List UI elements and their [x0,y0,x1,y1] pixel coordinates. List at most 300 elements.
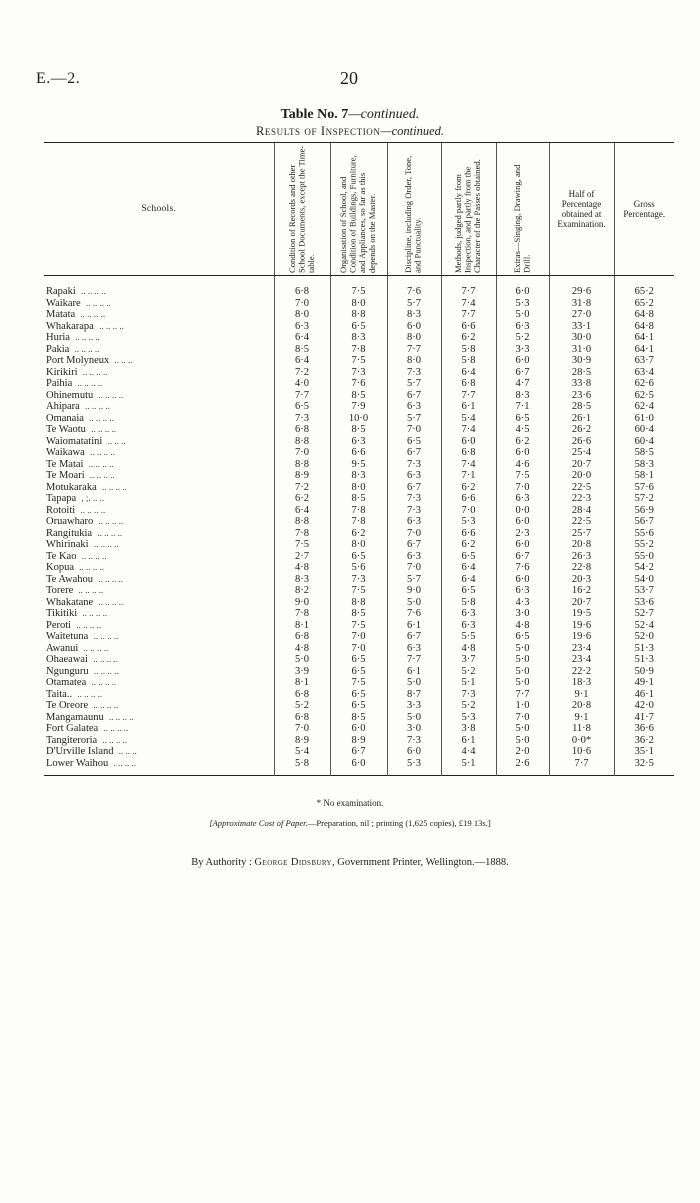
cell-extras: 8·3 [496,390,549,402]
cell-records: 7·3 [274,413,330,425]
leader-dots: .. .. .. .. [93,539,119,549]
cell-gross-percentage: 52·4 [614,620,674,632]
leader-dots: .. .. .. .. [98,389,124,400]
school-cell [44,459,274,471]
cell-half-percentage: 11·8 [549,723,614,735]
cell-gross-percentage: 64·8 [614,321,674,333]
cell-records: 6·4 [274,505,330,517]
leader-dots: .. .. .. .. [78,585,104,595]
cell-half-percentage: 19·6 [549,631,614,643]
cell-gross-percentage: 61·0 [614,413,674,425]
cell-extras: 0·0 [496,505,549,517]
cell-half-percentage: 19·5 [549,608,614,620]
school-name: Whakarapa [46,320,94,332]
cell-organisation: 7·3 [330,574,387,586]
table-row [44,401,674,413]
cell-extras: 6·3 [496,493,549,505]
cell-extras: 3·0 [496,608,549,620]
table-row [44,413,674,425]
cell-records: 6·8 [274,276,330,298]
cell-extras: 6·2 [496,436,549,448]
table-row [44,516,674,528]
cell-extras: 6·0 [496,447,549,459]
leader-dots: .. .. .. .. [81,550,107,561]
cell-extras: 5·0 [496,723,549,735]
cell-methods: 6·0 [441,436,496,448]
cell-records: 7·0 [274,723,330,735]
cell-discipline: 5·7 [387,298,441,310]
leader-dots: .. .. .. .. [93,654,118,664]
cell-organisation: 8·5 [330,390,387,402]
cell-organisation: 7·8 [330,516,387,528]
table-row [44,528,674,540]
leader-dots: .. .. .. .. [77,378,103,388]
column-header-half-percentage: Half of Percentage obtained at Examination. [549,143,614,276]
school-name: Te Matai [46,458,84,470]
cell-methods: 6·8 [441,447,496,459]
school-cell [44,505,274,517]
cell-extras: 6·0 [496,355,549,367]
cell-extras: 5·0 [496,677,549,689]
school-cell [44,723,274,735]
school-name: Peroti [46,619,72,631]
cell-gross-percentage: 62·4 [614,401,674,413]
cell-gross-percentage: 42·0 [614,700,674,712]
cell-discipline: 6·3 [387,401,441,413]
cell-gross-percentage: 51·3 [614,643,674,655]
table-row [44,539,674,551]
cell-extras: 5·0 [496,654,549,666]
cell-discipline: 6·7 [387,631,441,643]
cell-extras: 6·7 [496,551,549,563]
cell-extras: 5·2 [496,332,549,344]
cell-gross-percentage: 36·2 [614,735,674,747]
cell-organisation: 6·0 [330,758,387,776]
school-name: Otamatea [46,677,87,688]
cell-methods: 6·6 [441,321,496,333]
authority-prefix: By Authority : [191,857,252,868]
cell-half-percentage: 27·0 [549,309,614,321]
printer-name: George Didsbury [254,857,333,868]
school-name: Waikare [46,297,81,309]
cell-methods: 3·8 [441,723,496,735]
school-cell [44,677,274,689]
cell-gross-percentage: 65·2 [614,298,674,310]
table-row [44,643,674,655]
school-cell [44,735,274,747]
cell-records: 6·8 [274,631,330,643]
cell-discipline: 5·0 [387,712,441,724]
school-cell [44,631,274,643]
cell-methods: 5·2 [441,700,496,712]
cell-discipline: 6·7 [387,539,441,551]
school-cell [44,539,274,551]
cell-methods: 4·8 [441,643,496,655]
cell-gross-percentage: 58·1 [614,470,674,482]
cell-discipline: 7·0 [387,424,441,436]
cell-gross-percentage: 54·0 [614,574,674,586]
table-row [44,276,674,298]
cell-half-percentage: 26·2 [549,424,614,436]
cell-gross-percentage: 58·3 [614,459,674,471]
page-number: 20 [340,68,358,88]
school-cell [44,321,274,333]
table-row [44,493,674,505]
cell-half-percentage: 16·2 [549,585,614,597]
school-name: Tapapa [46,493,77,504]
cell-organisation: 6·5 [330,551,387,563]
table-row [44,436,674,448]
cell-methods: 5·2 [441,666,496,678]
cell-methods: 5·8 [441,597,496,609]
cell-gross-percentage: 64·1 [614,344,674,356]
cell-half-percentage: 26·1 [549,413,614,425]
cell-records: 6·3 [274,321,330,333]
school-name: Motukaraka [46,481,97,493]
cell-organisation: 6·5 [330,654,387,666]
cell-records: 4·0 [274,378,330,390]
cell-records: 3·9 [274,666,330,678]
cell-half-percentage: 25·4 [549,447,614,459]
cell-extras: 6·0 [496,516,549,528]
cell-discipline: 8·0 [387,332,441,344]
cell-gross-percentage: 51·3 [614,654,674,666]
cell-methods: 5·8 [441,344,496,356]
cell-organisation: 5·6 [330,562,387,574]
school-cell [44,355,274,367]
table-row [44,712,674,724]
cell-discipline: 5·0 [387,597,441,609]
leader-dots: .. .. .. .. [98,516,124,526]
cell-discipline: 7·3 [387,367,441,379]
school-name: Ohinemutu [46,389,94,401]
cell-half-percentage: 23·4 [549,643,614,655]
cell-records: 7·2 [274,482,330,494]
cell-records: 8·2 [274,585,330,597]
cell-organisation: 6·2 [330,528,387,540]
table-bottom-rule [44,776,674,777]
cell-organisation: 8·0 [330,298,387,310]
cell-records: 6·4 [274,355,330,367]
table-row [44,447,674,459]
cell-records: 6·8 [274,712,330,724]
cell-methods: 7·4 [441,298,496,310]
table-row [44,689,674,701]
table-title-main: Table No. 7 [280,107,349,122]
cost-note [0,818,700,828]
cell-records: 6·8 [274,424,330,436]
table-row [44,505,674,517]
cell-half-percentage: 22·5 [549,482,614,494]
cell-discipline: 7·3 [387,505,441,517]
school-name: Torere [46,585,74,596]
cell-organisation: 7·8 [330,505,387,517]
cell-extras: 5·0 [496,735,549,747]
cell-methods: 6·4 [441,367,496,379]
cell-gross-percentage: 52·7 [614,608,674,620]
cell-organisation: 8·0 [330,539,387,551]
cell-discipline: 5·3 [387,758,441,776]
school-cell [44,470,274,482]
cell-half-percentage: 28·4 [549,505,614,517]
table-row [44,677,674,689]
school-cell [44,562,274,574]
cell-organisation: 7·5 [330,355,387,367]
cell-discipline: 7·0 [387,528,441,540]
cell-extras: 4·5 [496,424,549,436]
school-name: Te Awahou [46,573,93,585]
school-name: Te Waotu [46,424,86,435]
cell-extras: 5·0 [496,666,549,678]
school-name: Rapaki [46,286,76,297]
school-name: D'Urville Island [46,746,114,757]
table-row [44,562,674,574]
cell-half-percentage: 20·7 [549,597,614,609]
school-name: Te Kao [46,550,77,562]
leader-dots: .. .. .. .. [97,527,123,538]
cell-methods: 5·3 [441,516,496,528]
school-cell [44,689,274,701]
cell-methods: 3·7 [441,654,496,666]
school-cell [44,482,274,494]
leader-dots: . .. .. .. [113,757,136,768]
table-row [44,585,674,597]
school-name: Whakatane [46,596,94,608]
cell-extras: 5·0 [496,309,549,321]
cell-gross-percentage: 49·1 [614,677,674,689]
cell-records: 2·7 [274,551,330,563]
cell-discipline: 6·0 [387,746,441,758]
table-body [44,276,674,776]
school-cell [44,298,274,310]
cell-gross-percentage: 56·9 [614,505,674,517]
table-title [0,107,700,123]
leader-dots: .. .. .. .. [80,309,106,319]
table-subtitle-main: Results of Inspection [255,124,381,138]
leader-dots: .. .. .. [107,435,126,446]
cell-organisation: 7·9 [330,401,387,413]
cell-half-percentage: 20·3 [549,574,614,586]
cell-organisation: 6·5 [330,666,387,678]
cell-half-percentage: 9·1 [549,712,614,724]
cell-organisation: 6·5 [330,321,387,333]
cell-gross-percentage: 53·7 [614,585,674,597]
school-name: Lower Waihou [46,757,109,769]
cell-gross-percentage: 64·8 [614,309,674,321]
cell-discipline: 7·6 [387,608,441,620]
school-cell [44,758,274,776]
table-row [44,321,674,333]
cell-records: 4·8 [274,643,330,655]
cell-extras: 6·3 [496,585,549,597]
school-cell [44,424,274,436]
cell-discipline: 6·0 [387,321,441,333]
cell-half-percentage: 31·0 [549,344,614,356]
cell-gross-percentage: 56·7 [614,516,674,528]
cell-gross-percentage: 36·6 [614,723,674,735]
school-cell [44,620,274,632]
cell-records: 6·5 [274,401,330,413]
leader-dots: .. .. .. .. [74,343,100,354]
school-name: Mangamaunu [46,711,104,723]
cell-gross-percentage: 64·1 [614,332,674,344]
school-name: Whirinaki [46,539,89,550]
cell-methods: 6·1 [441,735,496,747]
school-name: Port Molyneux [46,355,110,366]
leader-dots: .. .. .. .. [82,608,108,618]
cell-organisation: 7·0 [330,643,387,655]
leader-dots: .. .. .. .. [101,481,127,492]
cell-methods: 7·7 [441,390,496,402]
cell-extras: 7·7 [496,689,549,701]
table-row [44,424,674,436]
school-cell [44,712,274,724]
leader-dots: .. .. .. .. [109,711,134,722]
cell-half-percentage: 23·6 [549,390,614,402]
school-cell [44,516,274,528]
cell-methods: 6·3 [441,608,496,620]
cell-records: 7·8 [274,528,330,540]
cell-gross-percentage: 63·7 [614,355,674,367]
cell-organisation: 8·5 [330,493,387,505]
cell-gross-percentage: 60·4 [614,424,674,436]
cell-organisation: 8·5 [330,712,387,724]
cell-half-percentage: 25·7 [549,528,614,540]
cell-organisation: 7·8 [330,344,387,356]
cell-records: 7·8 [274,608,330,620]
cell-methods: 6·5 [441,551,496,563]
table-row [44,482,674,494]
cell-half-percentage: 20·8 [549,700,614,712]
school-cell [44,746,274,758]
school-cell [44,654,274,666]
leader-dots: .. .. .. .. [77,688,103,699]
cell-gross-percentage: 55·2 [614,539,674,551]
table-row [44,631,674,643]
school-name: Kopua [46,562,74,573]
cell-methods: 5·4 [441,413,496,425]
table-row [44,758,674,776]
table-row [44,344,674,356]
cell-organisation: 6·5 [330,700,387,712]
school-name: Pakia [46,343,70,355]
cell-extras: 6·0 [496,276,549,298]
leader-dots: .. .. .. .. [103,723,129,733]
cell-organisation: 8·8 [330,597,387,609]
cell-gross-percentage: 41·7 [614,712,674,724]
cell-discipline: 7·7 [387,654,441,666]
table-row [44,735,674,747]
school-cell [44,528,274,540]
table-row [44,597,674,609]
school-cell [44,276,274,298]
school-name: Omanaia [46,412,84,424]
cell-records: 8·3 [274,574,330,586]
cell-methods: 7·1 [441,470,496,482]
cell-discipline: 5·7 [387,574,441,586]
cell-extras: 7·5 [496,470,549,482]
cell-gross-percentage: 54·2 [614,562,674,574]
table-title-continued: —continued. [348,107,420,122]
cell-discipline: 7·3 [387,735,441,747]
cell-discipline: 6·5 [387,436,441,448]
cell-discipline: 6·1 [387,620,441,632]
cell-half-percentage: 22·8 [549,562,614,574]
authority-line [0,857,700,868]
cell-organisation: 6·5 [330,689,387,701]
cell-extras: 6·3 [496,321,549,333]
column-header-methods: Methods, judged partly from Inspection, and partly from the Character of the Passes obtained. [441,143,496,276]
cell-half-percentage: 26·3 [549,551,614,563]
cell-records: 8·9 [274,470,330,482]
leader-dots: .. .. .. .. [91,677,117,687]
cell-methods: 6·4 [441,574,496,586]
school-name: Ahipara [46,401,80,412]
cell-records: 5·4 [274,746,330,758]
column-header-extras: Extras—Singing, Drawing, and Drill. [496,143,549,276]
cell-half-percentage: 30·0 [549,332,614,344]
table-row [44,620,674,632]
cell-extras: 7·6 [496,562,549,574]
leader-dots: .. .. .. .. [89,470,115,480]
column-header-records: Condition of Records and other School Documents, except the Time-table. [274,143,330,276]
cell-organisation: 6·3 [330,436,387,448]
cell-organisation: 8·3 [330,470,387,482]
leader-dots: .. .. .. .. [82,366,108,377]
table-row [44,551,674,563]
cell-extras: 6·0 [496,539,549,551]
cell-discipline: 5·7 [387,378,441,390]
cell-methods: 7·7 [441,309,496,321]
cell-half-percentage: 20·7 [549,459,614,471]
cell-methods: 6·8 [441,378,496,390]
cell-extras: 3·3 [496,344,549,356]
cell-half-percentage: 10·6 [549,746,614,758]
cell-records: 8·8 [274,459,330,471]
school-name: Rotoiti [46,504,76,516]
leader-dots: .. .. .. .. [90,447,115,457]
cell-organisation: 8·3 [330,332,387,344]
cell-extras: 7·1 [496,401,549,413]
leader-dots: .. .. .. .. [79,562,104,572]
leader-dots: .. .. .. .. [89,412,114,423]
cell-half-percentage: 22·2 [549,666,614,678]
leader-dots: .. .. .. .. [99,320,124,331]
table-row [44,470,674,482]
cell-half-percentage: 30·9 [549,355,614,367]
school-cell [44,401,274,413]
school-cell [44,309,274,321]
cell-records: 7·7 [274,390,330,402]
school-name: Waikawa [46,447,85,458]
cell-extras: 2·6 [496,758,549,776]
cell-organisation: 7·6 [330,378,387,390]
school-name: Kirikiri [46,366,78,378]
school-cell [44,378,274,390]
cell-discipline: 9·0 [387,585,441,597]
cell-half-percentage: 7·7 [549,758,614,776]
school-cell [44,367,274,379]
cell-methods: 6·6 [441,493,496,505]
cell-discipline: 6·7 [387,482,441,494]
column-header-organisation: Organisation of School, and Condition of Buildings, Furniture, and Appliances, so far as this depends on the Master. [330,143,387,276]
school-name: Te Moari [46,470,85,481]
cell-discipline: 6·1 [387,666,441,678]
table-row [44,666,674,678]
cell-discipline: 7·6 [387,276,441,298]
cell-methods: 7·4 [441,459,496,471]
cell-records: 8·8 [274,516,330,528]
